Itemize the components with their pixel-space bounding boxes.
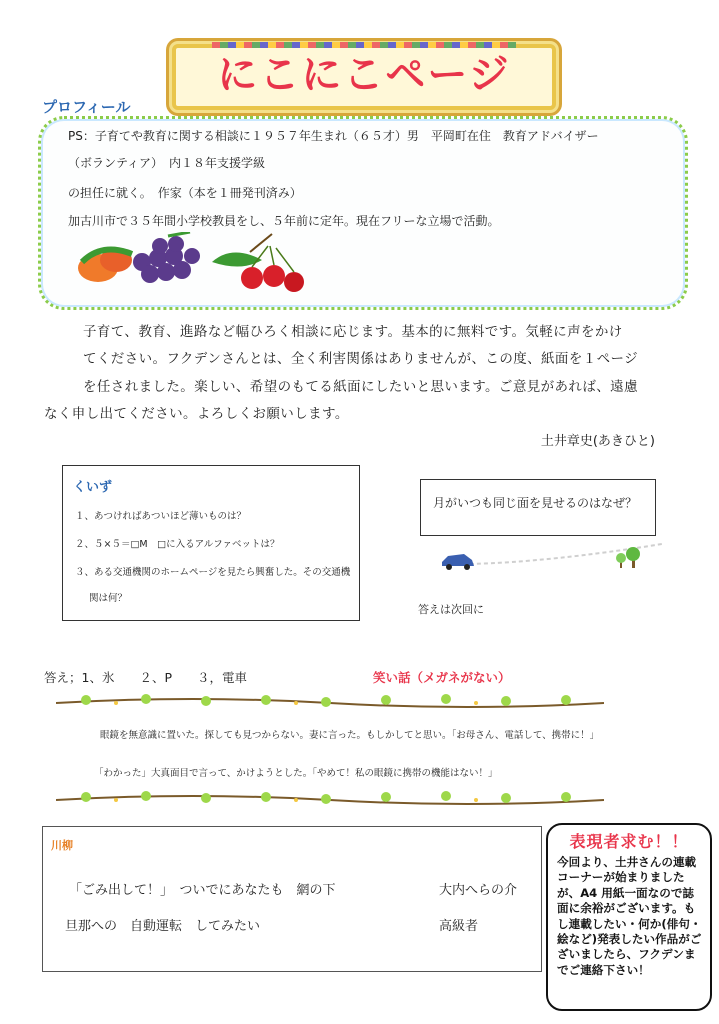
fruit-illustration bbox=[72, 232, 308, 294]
quiz-box bbox=[62, 465, 360, 621]
title-banner bbox=[172, 44, 556, 110]
quiz-question: １、あつければあついほど薄いものは？ bbox=[75, 511, 247, 522]
contributors-body: 今回より、土井さんの連載コーナーが始まりましたが、A4 用紙一面なので誌面に余裕がございます。もし連載したい・何か(俳句・絵など)発表したい作品がございましたら、フクデンまでご連絡下さい！ bbox=[557, 855, 702, 977]
joke-line: 眼鏡を無意識に置いた。探しても見つからない。妻に言った。もしかしてと思い。「お母さん、電話して、携帯に！」 bbox=[100, 730, 600, 741]
joke-title: 笑い話（メガネがない） bbox=[373, 670, 511, 685]
answer-next-time: 答えは次回に bbox=[418, 603, 484, 616]
intro-line: なく申し出てください。よろしくお願いします。 bbox=[44, 406, 349, 422]
profile-line: の担任に就く。 作家（本を１冊発刊済み） bbox=[68, 186, 302, 200]
senryu-author: 大内へらの介 bbox=[439, 883, 518, 898]
quiz-question: ２、５×５＝□M □に入るアルファベットは？ bbox=[75, 539, 280, 550]
quiz-answers: 答え；1、氷 ２、P ３，電車 bbox=[44, 670, 247, 685]
joke-line: 「わかった」大真面目で言って、かけようとした。「やめて！私の眼鏡に携帯の機能はない！」 bbox=[94, 768, 498, 779]
profile-line: （ボランティア） 内１８年支援学級 bbox=[68, 156, 266, 170]
moon-question-box bbox=[420, 479, 656, 536]
senryu-title: 川柳 bbox=[51, 839, 73, 852]
vine-divider-bottom bbox=[56, 788, 604, 810]
contributors-title: 表現者求む！！ bbox=[569, 832, 689, 851]
quiz-question: 関は何？ bbox=[89, 593, 128, 604]
profile-heading: プロフィール bbox=[42, 98, 131, 116]
profile-line: 加古川市で３５年間小学校教員をし、５年前に定年。現在フリーな立場で活動。 bbox=[68, 214, 500, 228]
contributors-wanted-box bbox=[546, 823, 712, 1011]
bunting-decoration bbox=[212, 42, 516, 48]
intro-line: を任されました。楽しい、希望のもてる紙面にしたいと思います。ご意見があれば、遠慮 bbox=[83, 379, 638, 395]
intro-line: 子育て、教育、進路など幅ひろく相談に応じます。基本的に無料です。気軽に声をかけ bbox=[83, 324, 623, 340]
intro-line: てください。フクデンさんとは、全く利害関係はありませんが、この度、紙面を１ページ bbox=[83, 351, 639, 367]
moon-question: 月がいつも同じ面を見せるのはなぜ？ bbox=[433, 496, 638, 510]
quiz-title: くいず bbox=[73, 480, 113, 495]
page-title: にこにこページ bbox=[217, 52, 511, 98]
senryu-author: 高級者 bbox=[439, 919, 479, 934]
vine-divider-top bbox=[56, 691, 604, 713]
author-name: 土井章史(あきひと) bbox=[540, 434, 655, 449]
quiz-question: ３、ある交通機関のホームページを見たら興奮した。その交通機 bbox=[75, 567, 351, 578]
senryu-verse: 「ごみ出して！」 ついでにあなたも 網の下 bbox=[69, 883, 336, 898]
profile-line: PS：子育てや教育に関する相談に１９５７年生まれ（６５才）男 平岡町在住 教育アドバイザー bbox=[68, 129, 599, 143]
car-road-illustration bbox=[440, 540, 662, 574]
senryu-box bbox=[42, 826, 542, 972]
senryu-verse: 旦那への 自動運転 してみたい bbox=[65, 919, 261, 934]
